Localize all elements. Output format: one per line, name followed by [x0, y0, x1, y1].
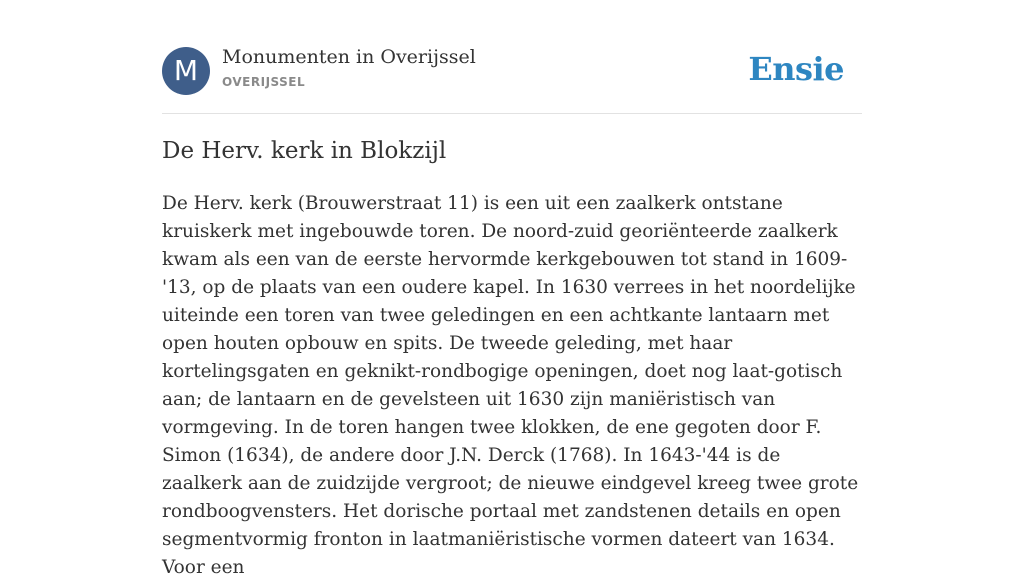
- brand-logo[interactable]: Ensie: [748, 50, 844, 88]
- source-title[interactable]: Monumenten in Overijssel: [222, 46, 476, 68]
- source-subtitle: OVERIJSSEL: [222, 75, 306, 89]
- source-header: [162, 0, 862, 114]
- avatar[interactable]: M: [162, 47, 210, 95]
- page-container: [162, 0, 862, 578]
- article-title: De Herv. kerk in Blokzijl: [162, 138, 447, 164]
- article-body: De Herv. kerk (Brouwerstraat 11) is een uit een zaalkerk ontstane kruiskerk met ingebouwde toren. De noord-zuid georiënteerde zaalkerk kwam als een van de eerste hervormde kerkgebouwen tot stand in 1609-'13, op de plaats van een oudere kapel. In 1630 verrees in het noordelijke uiteinde een toren van twee geledingen en een achtkante lantaarn met open houten opbouw en spits. De tweede geleding, met haar kortelingsgaten en geknikt-rondbogige openingen, doet nog laat-gotisch aan; de lantaarn en de gevelsteen uit 1630 zijn maniëristisch van vormgeving. In de toren hangen twee klokken, de ene gegoten door F. Simon (1634), de andere door J.N. Derck (1768). In 1643-'44 is de zaalkerk aan de zuidzijde vergroot; de nieuwe eindgevel kreeg twee grote rondboogvensters. Het dorische portaal met zandstenen details en open segmentvormig fronton in laatmaniëristische vormen dateert van 1634. Voor een: [162, 193, 859, 578]
